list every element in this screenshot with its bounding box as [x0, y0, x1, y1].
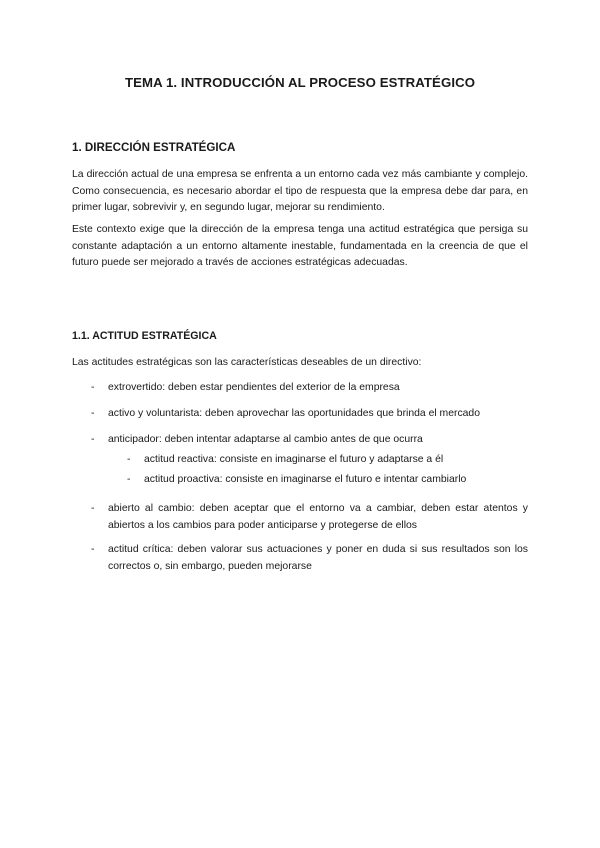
document-title: TEMA 1. INTRODUCCIÓN AL PROCESO ESTRATÉGICO — [124, 75, 476, 90]
list-item-text: activo y voluntarista: deben aprovechar las oportunidades que brinda el mercado — [108, 408, 480, 419]
sub-list-item-text: actitud proactiva: consiste en imaginarse el futuro e intentar cambiarlo — [144, 474, 467, 485]
bullet-dash: - — [91, 503, 95, 514]
bullet-dash: - — [91, 408, 95, 419]
bullet-dash: - — [127, 454, 131, 465]
bullet-dash: - — [127, 474, 131, 485]
section-heading-direccion: 1. DIRECCIÓN ESTRATÉGICA — [72, 141, 236, 154]
bullet-dash: - — [91, 382, 95, 393]
paragraph-2: Este contexto exige que la dirección de la empresa tenga una actitud estratégica que persiga su constante adaptación a un entorno altamente inestable, fundamentada en la creencia de que el futuro puede ser mejorado a través de acciones estratégicas adecuadas. — [72, 224, 528, 268]
list-item-text: anticipador: deben intentar adaptarse al cambio antes de que ocurra — [108, 434, 423, 445]
paragraph-intro: Las actitudes estratégicas son las características deseables de un directivo: — [72, 357, 422, 368]
sub-list-item-text: actitud reactiva: consiste en imaginarse el futuro y adaptarse a él — [144, 454, 444, 465]
bullet-dash: - — [91, 434, 95, 445]
list-item-text: actitud crítica: deben valorar sus actuaciones y poner en duda si sus resultados son los correctos o, sin embargo, pueden mejorarse — [108, 544, 528, 572]
section-heading-actitud: 1.1. ACTITUD ESTRATÉGICA — [72, 330, 217, 342]
list-item-text: extrovertido: deben estar pendientes del exterior de la empresa — [108, 382, 400, 393]
list-item-text: abierto al cambio: deben aceptar que el entorno va a cambiar, deben estar atentos y abiertos a los cambios para poder anticiparse y protegerse de ellos — [108, 503, 528, 531]
paragraph-1: La dirección actual de una empresa se enfrenta a un entorno cada vez más cambiante y complejo. Como consecuencia, es necesario abordar el tipo de respuesta que la empresa debe dar para, en primer lugar, sobrevivir y, en segundo lugar, mejorar su rendimiento. — [72, 169, 528, 213]
bullet-dash: - — [91, 544, 95, 555]
